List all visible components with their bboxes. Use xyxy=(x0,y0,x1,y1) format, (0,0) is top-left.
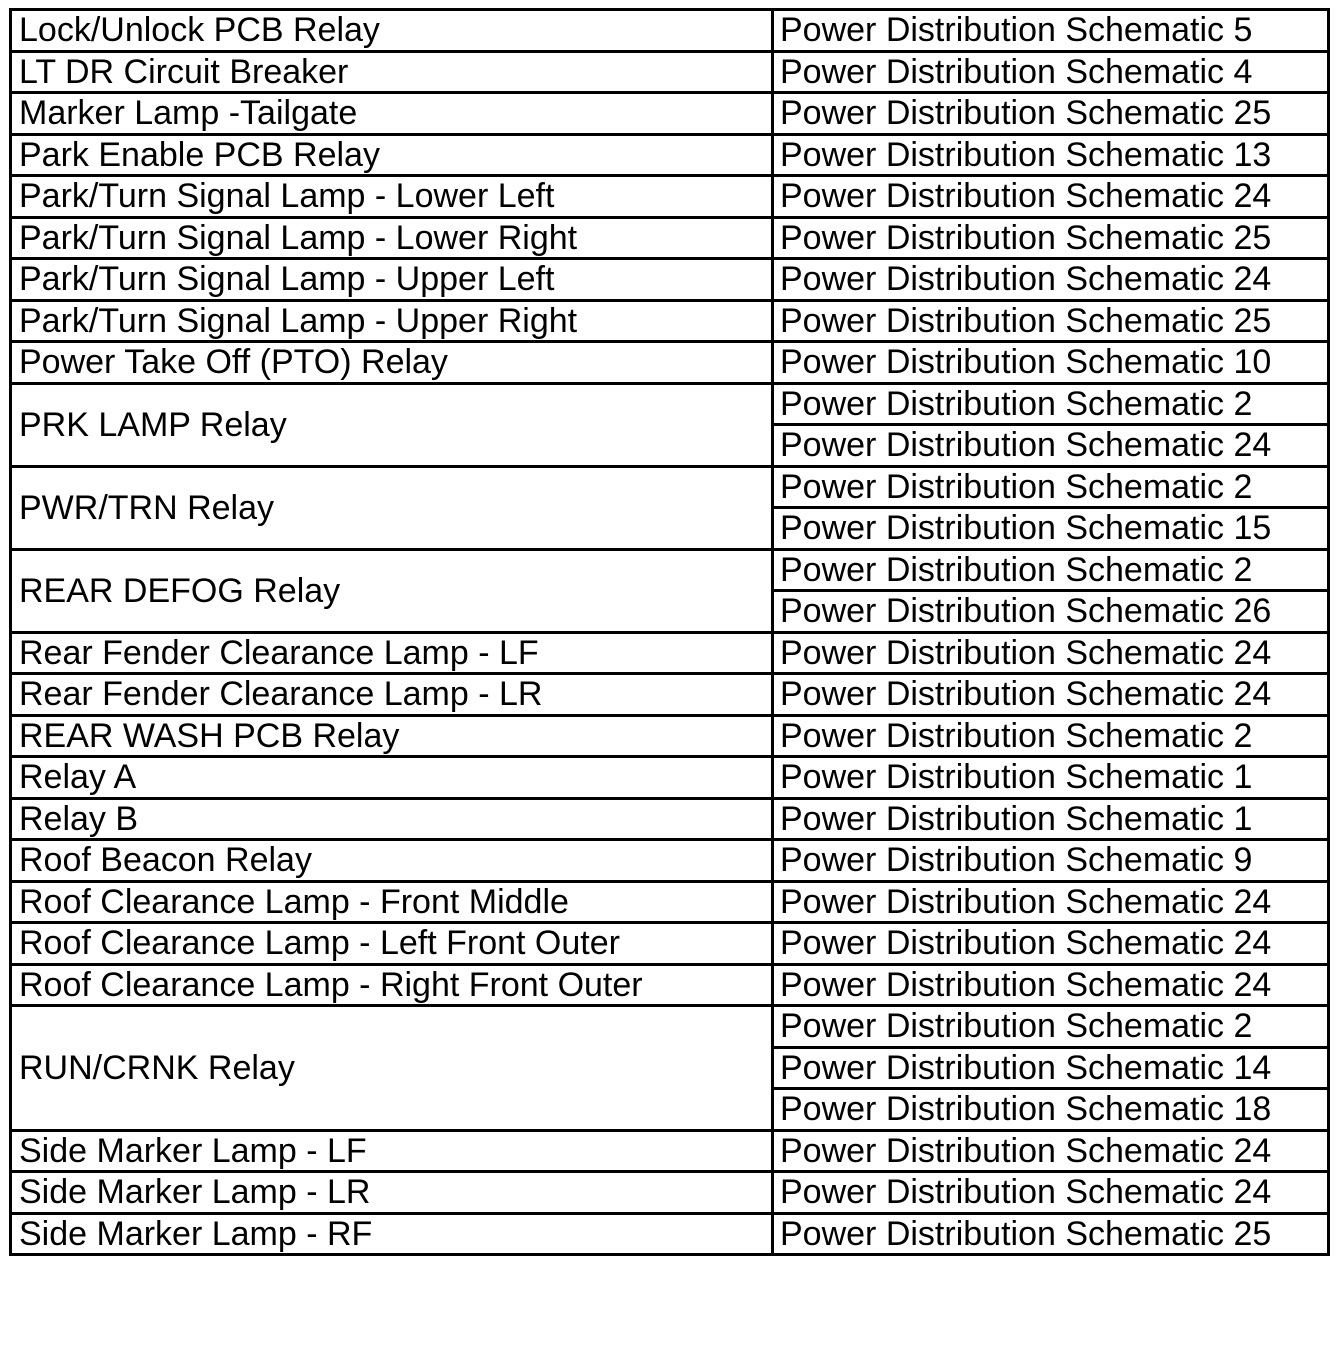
table-row xyxy=(11,674,1329,716)
schematic-reference-cell: Power Distribution Schematic 10 xyxy=(773,342,1329,384)
schematic-reference-cell: Power Distribution Schematic 24 xyxy=(773,425,1329,467)
component-name-cell: PWR/TRN Relay xyxy=(11,466,773,549)
schematic-reference-cell: Power Distribution Schematic 25 xyxy=(773,217,1329,259)
schematic-reference-cell: Power Distribution Schematic 2 xyxy=(773,383,1329,425)
schematic-reference-cell: Power Distribution Schematic 24 xyxy=(773,632,1329,674)
table-row xyxy=(11,798,1329,840)
schematic-reference-cell: Power Distribution Schematic 25 xyxy=(773,1213,1329,1255)
component-name-cell: Relay A xyxy=(11,757,773,799)
schematic-reference-cell: Power Distribution Schematic 5 xyxy=(773,10,1329,52)
component-name-cell: Marker Lamp -Tailgate xyxy=(11,93,773,135)
schematic-reference-cell: Power Distribution Schematic 24 xyxy=(773,964,1329,1006)
table-row xyxy=(11,176,1329,218)
schematic-reference-cell: Power Distribution Schematic 14 xyxy=(773,1047,1329,1089)
schematic-reference-cell: Power Distribution Schematic 24 xyxy=(773,176,1329,218)
schematic-reference-cell: Power Distribution Schematic 13 xyxy=(773,134,1329,176)
schematic-reference-cell: Power Distribution Schematic 2 xyxy=(773,715,1329,757)
table-row xyxy=(11,840,1329,882)
component-name-cell: Rear Fender Clearance Lamp - LR xyxy=(11,674,773,716)
table-row xyxy=(11,466,1329,508)
component-name-cell: Roof Clearance Lamp - Front Middle xyxy=(11,881,773,923)
schematic-reference-cell: Power Distribution Schematic 24 xyxy=(773,674,1329,716)
table-row xyxy=(11,964,1329,1006)
schematic-reference-cell: Power Distribution Schematic 24 xyxy=(773,923,1329,965)
schematic-reference-cell: Power Distribution Schematic 2 xyxy=(773,1006,1329,1048)
schematic-reference-cell: Power Distribution Schematic 24 xyxy=(773,1172,1329,1214)
component-name-cell: REAR DEFOG Relay xyxy=(11,549,773,632)
component-name-cell: Side Marker Lamp - LF xyxy=(11,1130,773,1172)
component-name-cell: Park/Turn Signal Lamp - Lower Left xyxy=(11,176,773,218)
component-name-cell: Park/Turn Signal Lamp - Upper Right xyxy=(11,300,773,342)
schematic-reference-cell: Power Distribution Schematic 2 xyxy=(773,466,1329,508)
schematic-reference-cell: Power Distribution Schematic 2 xyxy=(773,549,1329,591)
schematic-reference-cell: Power Distribution Schematic 25 xyxy=(773,300,1329,342)
component-name-cell: Side Marker Lamp - RF xyxy=(11,1213,773,1255)
table-row xyxy=(11,383,1329,425)
component-name-cell: RUN/CRNK Relay xyxy=(11,1006,773,1131)
schematic-reference-cell: Power Distribution Schematic 24 xyxy=(773,881,1329,923)
component-name-cell: Relay B xyxy=(11,798,773,840)
table-row xyxy=(11,217,1329,259)
table-row xyxy=(11,881,1329,923)
table-row xyxy=(11,1172,1329,1214)
schematic-reference-cell: Power Distribution Schematic 18 xyxy=(773,1089,1329,1131)
table-body xyxy=(11,10,1329,1255)
schematic-reference-cell: Power Distribution Schematic 9 xyxy=(773,840,1329,882)
component-name-cell: Rear Fender Clearance Lamp - LF xyxy=(11,632,773,674)
schematic-reference-cell: Power Distribution Schematic 4 xyxy=(773,51,1329,93)
schematic-reference-cell: Power Distribution Schematic 24 xyxy=(773,259,1329,301)
table-row xyxy=(11,259,1329,301)
component-reference-table-container xyxy=(9,8,1330,1256)
component-name-cell: Park Enable PCB Relay xyxy=(11,134,773,176)
component-name-cell: Side Marker Lamp - LR xyxy=(11,1172,773,1214)
table-row xyxy=(11,134,1329,176)
table-row xyxy=(11,549,1329,591)
component-name-cell: Roof Clearance Lamp - Left Front Outer xyxy=(11,923,773,965)
schematic-reference-cell: Power Distribution Schematic 1 xyxy=(773,757,1329,799)
component-name-cell: REAR WASH PCB Relay xyxy=(11,715,773,757)
table-row xyxy=(11,10,1329,52)
table-row xyxy=(11,715,1329,757)
schematic-reference-cell: Power Distribution Schematic 25 xyxy=(773,93,1329,135)
table-row xyxy=(11,1213,1329,1255)
schematic-reference-cell: Power Distribution Schematic 26 xyxy=(773,591,1329,633)
component-name-cell: Park/Turn Signal Lamp - Upper Left xyxy=(11,259,773,301)
table-row xyxy=(11,93,1329,135)
component-name-cell: LT DR Circuit Breaker xyxy=(11,51,773,93)
table-row xyxy=(11,342,1329,384)
table-row xyxy=(11,51,1329,93)
component-name-cell: Park/Turn Signal Lamp - Lower Right xyxy=(11,217,773,259)
component-name-cell: Power Take Off (PTO) Relay xyxy=(11,342,773,384)
table-row xyxy=(11,757,1329,799)
component-name-cell: PRK LAMP Relay xyxy=(11,383,773,466)
table-row xyxy=(11,923,1329,965)
schematic-reference-cell: Power Distribution Schematic 1 xyxy=(773,798,1329,840)
schematic-reference-cell: Power Distribution Schematic 24 xyxy=(773,1130,1329,1172)
component-reference-table xyxy=(9,8,1330,1256)
schematic-reference-cell: Power Distribution Schematic 15 xyxy=(773,508,1329,550)
component-name-cell: Lock/Unlock PCB Relay xyxy=(11,10,773,52)
table-row xyxy=(11,300,1329,342)
table-row xyxy=(11,1130,1329,1172)
component-name-cell: Roof Clearance Lamp - Right Front Outer xyxy=(11,964,773,1006)
component-name-cell: Roof Beacon Relay xyxy=(11,840,773,882)
table-row xyxy=(11,632,1329,674)
table-row xyxy=(11,1006,1329,1048)
